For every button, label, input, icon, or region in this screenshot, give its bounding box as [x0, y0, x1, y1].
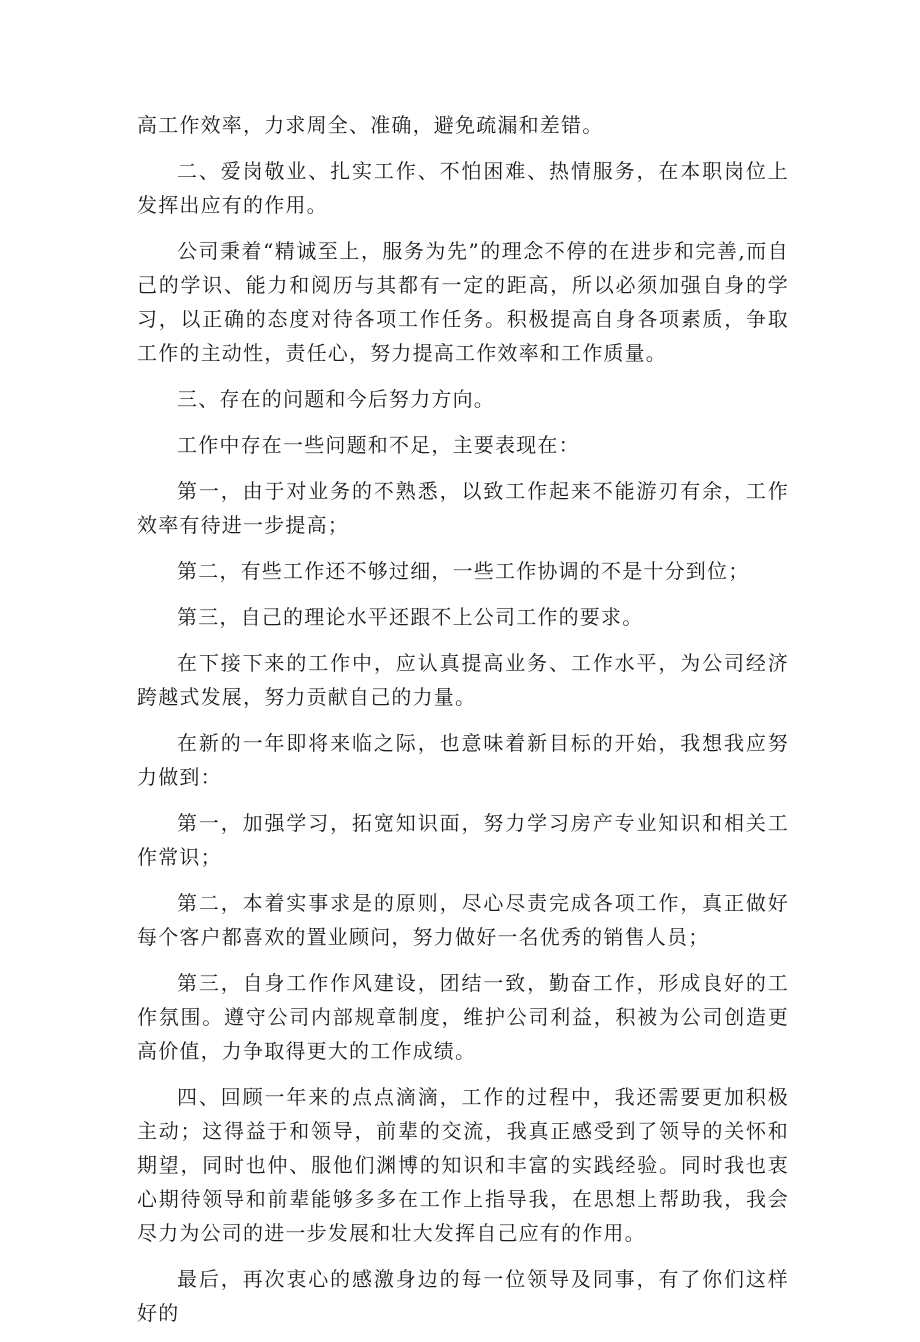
paragraph-closing: 最后，再次衷心的感激身边的每一位领导及同事，有了你们这样好的	[137, 1267, 789, 1325]
paragraph-problem-one: 第一，由于对业务的不熟悉，以致工作起来不能游刃有余，工作效率有待进一步提高；	[137, 479, 789, 537]
paragraph-problem-three: 第三，自己的理论水平还跟不上公司工作的要求。	[177, 605, 644, 629]
paragraph-new-year-goals: 在新的一年即将来临之际，也意味着新目标的开始，我想我应努力做到：	[137, 731, 789, 789]
paragraph-problem-two: 第二，有些工作还不够过细，一些工作协调的不是十分到位；	[177, 559, 750, 583]
paragraph-continuation: 高工作效率，力求周全、准确，避免疏漏和差错。	[137, 113, 604, 137]
paragraph-section-two-heading: 二、爱岗敬业、扎实工作、不怕困难、热情服务，在本职岗位上发挥出应有的作用。	[137, 159, 789, 217]
paragraph-company-philosophy: 公司秉着“精诚至上，服务为先”的理念不停的在进步和完善,而自己的学识、能力和阅历与其都有一定的距高，所以必须加强自身的学习，以正确的态度对待各项工作任务。积极提高自身各项素质，争取工作的主动性，责任心，努力提高工作效率和工作质量。	[137, 239, 789, 365]
paragraph-section-four: 四、回顾一年来的点点滴滴，工作的过程中，我还需要更加积极主动；这得益于和领导，前辈的交流，我真正感受到了领导的关怀和期望，同时也仲、服他们渊博的知识和丰富的实践经验。同时我也衷心期待领导和前辈能够多多在工作上指导我，在思想上帮助我，我会尽力为公司的进一步发展和壮大发挥自己应有的作用。	[137, 1085, 789, 1245]
paragraph-goal-one: 第一，加强学习，拓宽知识面，努力学习房产专业知识和相关工作常识；	[137, 811, 789, 869]
paragraph-goal-two: 第二，本着实事求是的原则，尽心尽责完成各项工作，真正做好每个客户都喜欢的置业顾问，努力做好一名优秀的销售人员；	[137, 891, 789, 949]
paragraph-next-work: 在下接下来的工作中，应认真提高业务、工作水平，为公司经济跨越式发展，努力贡献自己的力量。	[137, 651, 789, 709]
document-body	[137, 108, 789, 1342]
paragraph-problems-intro: 工作中存在一些问题和不足，主要表现在：	[177, 433, 580, 457]
paragraph-section-three-heading: 三、存在的问题和今后努力方向。	[177, 387, 495, 411]
paragraph-goal-three: 第三，自身工作作风建设，团结一致，勤奋工作，形成良好的工作氛围。遵守公司内部规章制度，维护公司利益，积被为公司创造更高价值，力争取得更大的工作成绩。	[137, 971, 789, 1063]
